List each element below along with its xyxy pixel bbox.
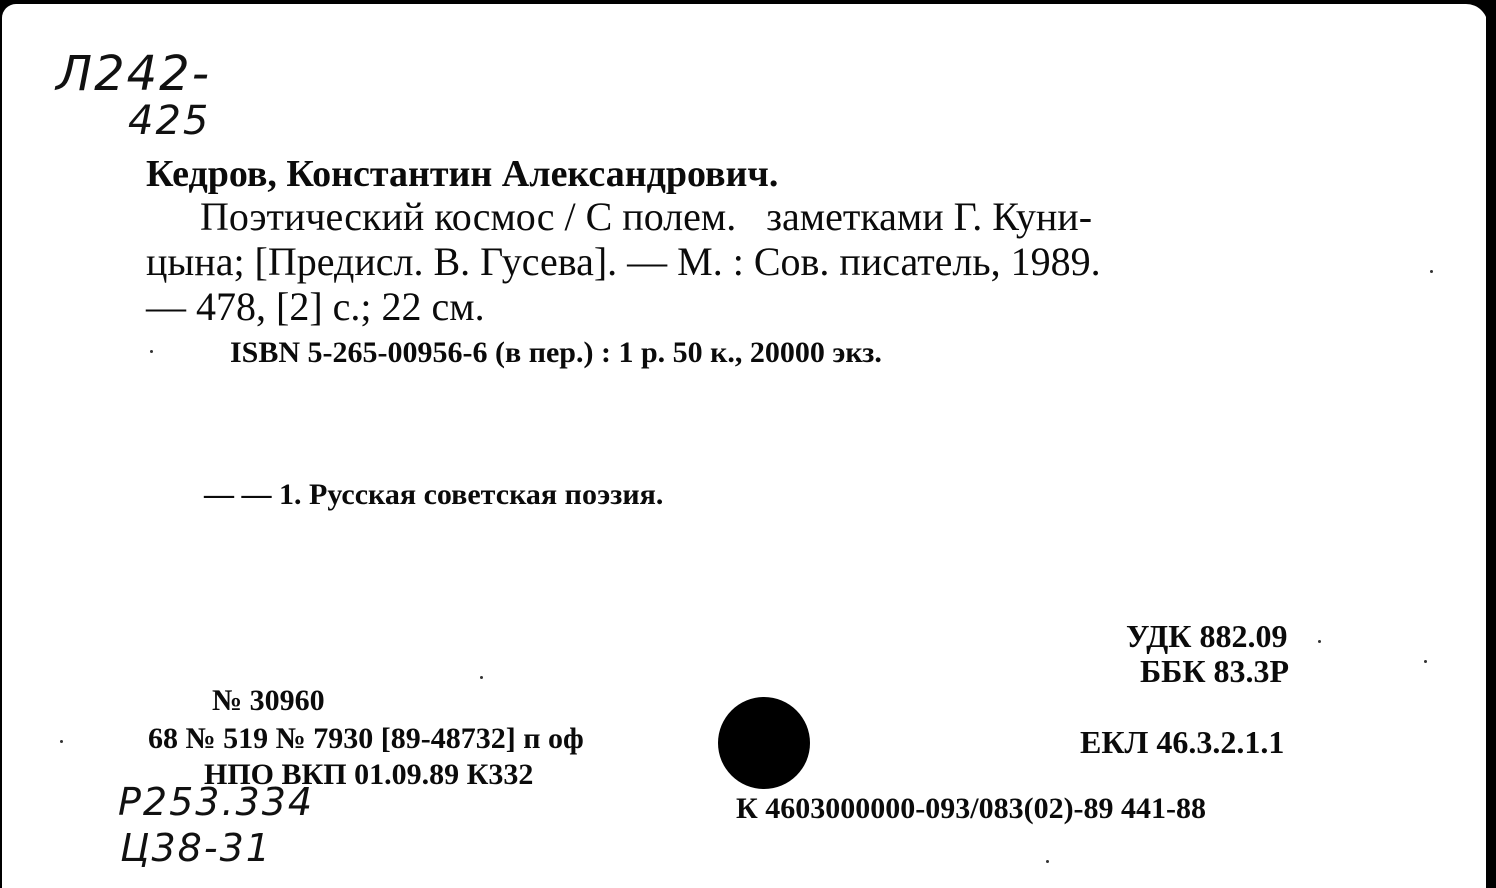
isbn-line: ISBN 5-265-00956-6 (в пер.) : 1 р. 50 к., 20000 экз. [230,336,882,369]
scan-speck [1430,270,1433,273]
stamp-code: К 4603000000-093/083(02)-89 441-88 [736,792,1207,825]
record-number: № 30960 [212,684,325,717]
handwritten-code-line2: Ц38-31 [120,826,272,870]
order-line: 68 № 519 № 7930 [89-48732] п оф [148,722,584,755]
card-edge-shadow [1486,0,1496,888]
author-heading: Кедров, Константин Александрович. [146,153,779,195]
ekl-code: ЕКЛ 46.3.2.1.1 [1080,724,1285,760]
handwritten-call-number-line2: 425 [128,98,211,144]
bbk-code: ББК 83.3Р [1140,653,1290,689]
udk-code: УДК 882.09 [1126,618,1288,654]
npo-line: НПО ВКП 01.09.89 К332 [204,758,534,791]
subject-line: — — 1. Русская советская поэзия. [204,478,664,511]
scan-speck [1046,860,1049,863]
scan-speck [1318,640,1321,643]
title-line-3: — 478, [2] с.; 22 см. [146,284,485,329]
punch-hole [718,697,810,789]
handwritten-call-number-line1: Л242- [56,46,212,102]
scan-speck [150,350,153,353]
title-line-2: цына; [Предисл. В. Гусева]. — М. : Сов. писатель, 1989. [146,239,1101,284]
title-line-1: Поэтический космос / С полем. заметками Г. Куни- [200,194,1093,239]
scan-speck [1424,660,1427,663]
handwritten-code-line1: Р253.334 [118,780,315,824]
scan-speck [60,740,63,743]
scan-speck [480,676,483,679]
